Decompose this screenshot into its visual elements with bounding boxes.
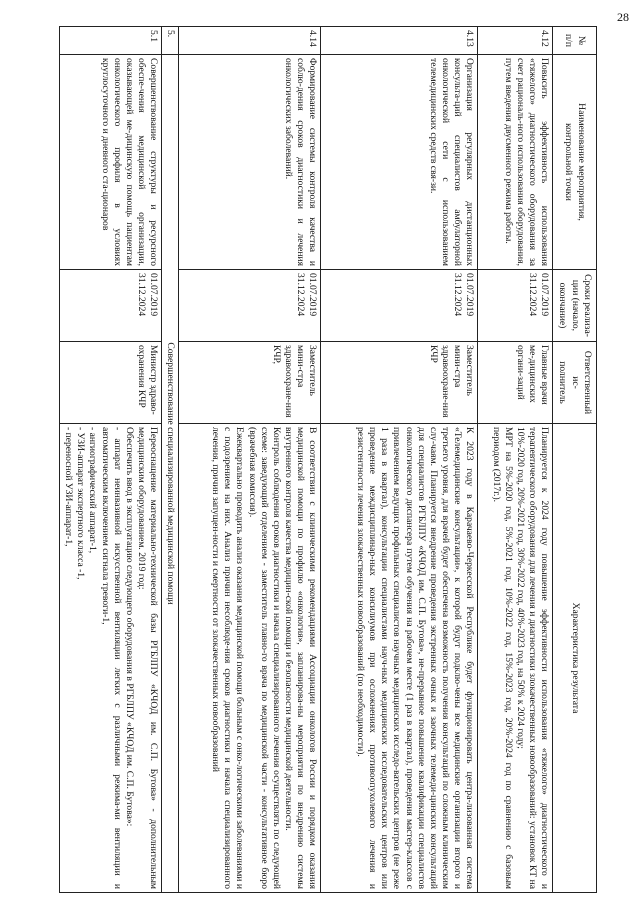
table-header-row — [553, 27, 597, 893]
row-end: 31.12.2024 — [526, 273, 538, 317]
row-num: 4.14 — [179, 27, 321, 55]
row-end: 31.12.2024 — [451, 273, 463, 317]
row-name: Совершенствование структуры и ресурсного обеспе-чения медицинской организации, оказывающей ме-дицинскую помощь пациентам онкологического профиля в условиях круглосуточного и дневного ста-ционаров — [60, 55, 162, 270]
header-terms: Сроки реализа- ции (начало, окончание) — [553, 270, 597, 342]
row-num: 5.1 — [60, 27, 162, 55]
section-num: 5. — [161, 27, 178, 55]
row-name: Повысить эффективность использования «тяжелого» диагностического оборудования за счет рациональ-ного использования оборудования, путем введения двусменного режима работы. — [478, 55, 553, 270]
result-paragraph: МРТ на 5%-2020 год, 5%-2021 год, 10%-2022 год, 15%-2023 год, 20%-2024 год по сравнению с базовым периодом (2017г.). — [490, 427, 514, 889]
result-paragraph: К 2023 году в Карачаево-Черкесской Республике будет функционировать центра-лизованная система «Телемедицинские консультации», к которой будут подклю-чены все медицинские организации второго и третьего уровня, для врачей будет обеспечена возможность получения консультаций по сложным клиническим слу-чаям. Планируется внедрение проведения экстренных очных и заочных телемеди-цинских консультаций для специалистов РГБЛПУ «КЧОД им. С.П. Бутова», не-прерывное повышение квалификации специалистов онкологического диспансера путем обучения на рабочем месте (1 раз в квартал), проведения мастер-классов с привлечением ведущих профильных специалистов научных медицинских исследо-вательских центров (не реже 1 раза в квартал), консультации специалистами науч-ных медицинских исследовательских центров или проведение междисциплинар-ных консилиумов при осложнениях противоопухолевого лечения и резистентности лечения злокачественных новообразований (по необходимости). — [355, 427, 475, 889]
header-responsible: Ответственный ис- полнитель — [553, 342, 597, 424]
row-result — [478, 424, 553, 893]
section-row — [161, 27, 178, 893]
row-end: 31.12.2024 — [135, 273, 147, 317]
row-result — [60, 424, 162, 893]
row-name: Организация регулярных дистанционных консульта-ций специалистов амбулаторной онкологической сети с использованием телемедицинских средств свя-зи. — [321, 55, 478, 270]
row-terms — [60, 270, 162, 342]
row-responsible: Главные врачи ме-дицинских органи-заций — [478, 342, 553, 424]
table-row — [478, 27, 553, 893]
row-start: 01.07.2019 — [147, 273, 159, 317]
row-start: 01.07.2019 — [307, 273, 318, 317]
row-name: Формирование системы контроля качества и соблю-дения сроков диагностики и лечения онкологических заболеваний. — [179, 55, 321, 270]
activities-table — [59, 26, 597, 893]
row-result — [179, 424, 321, 893]
header-name: Наименование мероприятия, контрольной точки — [553, 55, 597, 270]
result-paragraph: Контроль соблюдения сроков диагностики и начала специализированного лечения осуществлять по следующей схеме: заведующий отделением - заместитель главно-го врача по медицинской части - консультативное бюро (врачебная комиссия). — [246, 427, 282, 889]
row-terms — [478, 270, 553, 342]
table-row — [179, 27, 321, 893]
row-terms — [179, 270, 321, 342]
row-num: 4.13 — [321, 27, 478, 55]
row-result — [321, 424, 478, 893]
table-row — [60, 27, 162, 893]
row-num: 4.12 — [478, 27, 553, 55]
result-paragraph: В соответствии с клиническими рекомендациями Ассоциации онкологов России и порядком оказания медицинской помощи по профилю «онкология», запланирова-ны мероприятия по внедрению системы внутреннего контроля качества медицин-ской помощи и безопасности медицинской деятельности. — [282, 427, 318, 889]
rotated-page-content — [33, 26, 597, 892]
result-paragraph: - ангиографический аппарат-1, — [87, 427, 99, 554]
header-num: № п/п — [553, 27, 597, 55]
result-paragraph: Ежеквартально проводить анализ оказания медицинской помощи больным с онко-логическими заболеваниями и с подозрением на них. Анализ причин несоблюде-ния сроков диагностики и начала специализированного лечения, причин запущен-ности и смертности от злокачественных новообразований — [210, 427, 246, 889]
table-row — [321, 27, 478, 893]
result-paragraph: - переносной УЗИ-аппарат-1, — [63, 427, 75, 547]
row-end: 31.12.2024 — [294, 273, 306, 317]
row-start: 01.07.2019 — [539, 273, 550, 317]
result-paragraph: Планируется к 2024 году повышение эффективности использования «тяжелого» диагностического и терапевтического оборудования для лечения и диагностики злокачественных новообразований: установок КТ на 10%-2020 год, 20%-2021 год, 30%-2022 год, 40%-2023 год, на 50% к 2024 году; — [514, 427, 550, 889]
section-title: Совершенствование специализированной медицинской помощи — [161, 55, 178, 893]
result-paragraph: - аппарат неинвазивной искусственной вентиляции легких с различными режима-ми вентиляции и автоматическим включением сигнала тревоги-1, — [99, 427, 123, 889]
row-responsible: Заместитель мини-стра здравоохране-ния КЧР, — [179, 342, 321, 424]
page-number: 28 — [617, 10, 629, 24]
row-responsible: Министр здраво-охранения КЧР — [60, 342, 162, 424]
result-paragraph: Обеспечить ввод в эксплуатацию следующего оборудования в РГБЛПУ «КЧОД им. С.П. Бутова»: — [123, 427, 135, 827]
header-result: Характеристика результата — [553, 424, 597, 893]
row-responsible: Заместитель мини-стра здравоохране-ния КЧР — [321, 342, 478, 424]
row-start: 01.07.2019 — [464, 273, 475, 317]
result-paragraph: - УЗИ-аппарат экспертного класса -1, — [75, 427, 87, 580]
row-terms — [321, 270, 478, 342]
result-paragraph: Переоснащение материально-технической базы РГБЛПУ «КЧОД им. С.П. Бутова» - дополнительным медицинским оборудованием. 2019 год: — [135, 427, 159, 889]
